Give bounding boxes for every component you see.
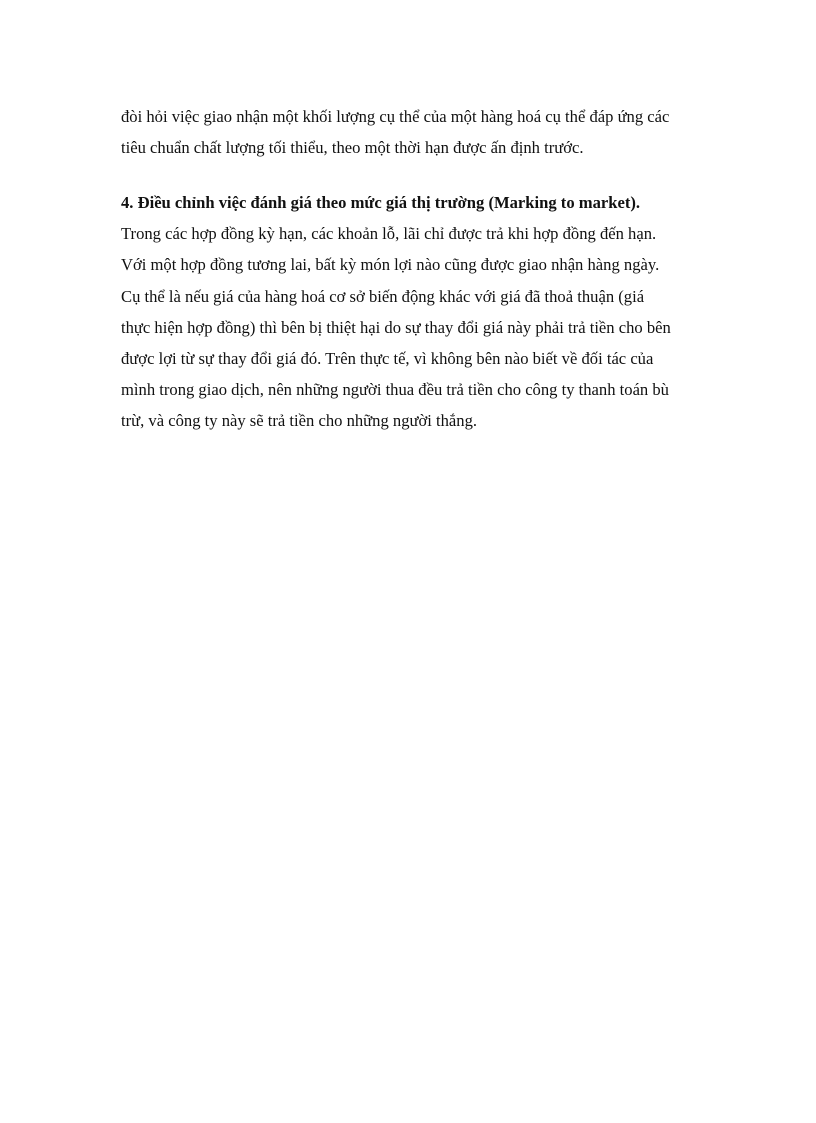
paragraph-line: được lợi từ sự thay đổi giá đó. Trên thực tế, vì không bên nào biết về đối tác của xyxy=(121,349,654,369)
paragraph-line: Cụ thể là nếu giá của hàng hoá cơ sở biến động khác với giá đã thoả thuận (giá xyxy=(121,286,645,306)
paragraph-line: mình trong giao dịch, nên những người thua đều trả tiền cho công ty thanh toán bù xyxy=(121,380,669,400)
paragraph-line: trừ, và công ty này sẽ trả tiền cho những người thắng. xyxy=(121,411,478,431)
section-heading: 4. Điều chỉnh việc đánh giá theo mức giá thị trường (Marking to market). xyxy=(121,193,641,212)
section-marking-to-market xyxy=(121,187,711,437)
paragraph-line: thực hiện hợp đồng) thì bên bị thiệt hại do sự thay đổi giá này phải trả tiền cho bên xyxy=(121,317,671,337)
paragraph-line: Với một hợp đồng tương lai, bất kỳ món lợi nào cũng được giao nhận hàng ngày. xyxy=(121,255,660,275)
paragraph-line: Trong các hợp đồng kỳ hạn, các khoản lỗ, lãi chỉ được trả khi hợp đồng đến hạn. xyxy=(121,224,657,244)
paragraph-line: đòi hỏi việc giao nhận một khối lượng cụ thể của một hàng hoá cụ thể đáp ứng các xyxy=(121,107,670,126)
continued-paragraph xyxy=(121,101,711,163)
paragraph-line: tiêu chuẩn chất lượng tối thiểu, theo một thời hạn được ấn định trước. xyxy=(121,138,584,158)
